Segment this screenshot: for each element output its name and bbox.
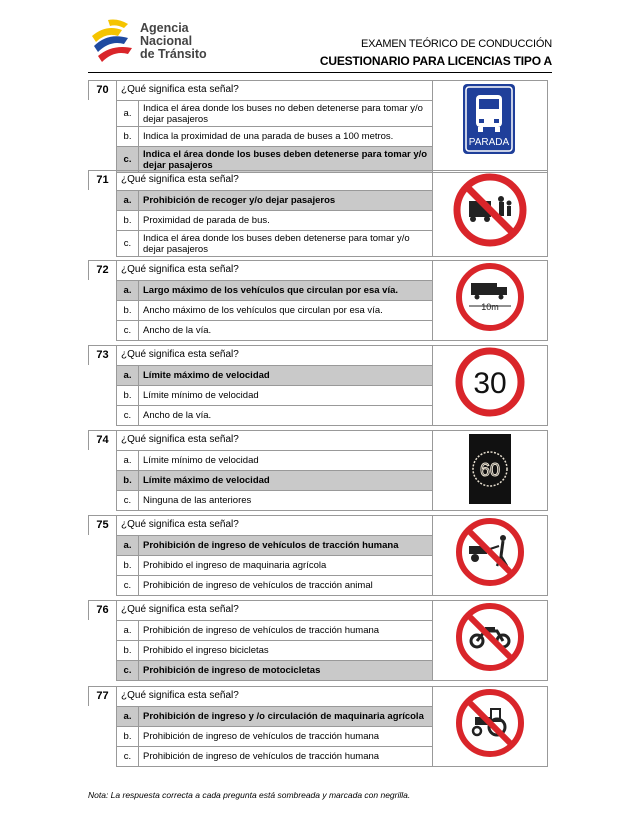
question-75 (88, 515, 548, 591)
question-text: ¿Qué significa esta señal? (121, 174, 239, 185)
footnote: Nota: La respuesta correcta a cada pregunta está sombreada y marcada con negrilla. (88, 790, 411, 800)
sign-label: 30 (473, 367, 507, 400)
question-number: 71 (89, 171, 117, 190)
question-text: ¿Qué significa esta señal? (121, 434, 239, 445)
question-number: 77 (89, 687, 117, 706)
option-c[interactable]: c. Indica el área donde los buses deben detenerse para tomar y/o dejar pasajeros (117, 146, 433, 172)
question-number: 74 (89, 431, 117, 450)
sign-box (432, 345, 548, 426)
no-handcart-sign-icon (433, 516, 547, 595)
question-text: ¿Qué significa esta señal? (121, 690, 239, 701)
question-number: 75 (89, 516, 117, 535)
option-a[interactable]: a. Límite máximo de velocidad (117, 365, 433, 385)
question-number: 72 (89, 261, 117, 280)
speed-limit-sign-icon (433, 346, 547, 425)
option-b[interactable]: b. Límite mínimo de velocidad (117, 385, 433, 405)
option-c[interactable]: c. Prohibición de ingreso de motocicletas (117, 660, 433, 680)
option-b[interactable]: b. Prohibido el ingreso de maquinaria agrícola (117, 555, 433, 575)
agency-logo-icon (88, 16, 138, 64)
option-b[interactable]: b. Prohibido el ingreso bicicletas (117, 640, 433, 660)
max-length-sign-icon (433, 261, 547, 340)
no-tractor-sign-icon (433, 687, 547, 766)
option-c[interactable]: c. Indica el área donde los buses deben detenerse para tomar y/o dejar pasajeros (117, 230, 433, 256)
agency-name-line3: de Tránsito (140, 47, 207, 61)
sign-box (432, 430, 548, 511)
sign-label: PARADA (468, 137, 510, 148)
question-76 (88, 600, 548, 676)
question-text: ¿Qué significa esta señal? (121, 519, 239, 530)
question-text: ¿Qué significa esta señal? (121, 349, 239, 360)
option-a[interactable]: a. Prohibición de ingreso y /o circulación de maquinaria agrícola (117, 706, 433, 726)
option-c[interactable]: c. Prohibición de ingreso de vehículos de tracción humana (117, 746, 433, 766)
sign-box (432, 170, 548, 257)
option-a[interactable]: a. Límite mínimo de velocidad (117, 450, 433, 470)
option-b[interactable]: b. Prohibición de ingreso de vehículos de tracción humana (117, 726, 433, 746)
option-b[interactable]: b. Proximidad de parada de bus. (117, 210, 433, 230)
option-a[interactable]: a. Largo máximo de los vehículos que circulan por esa vía. (117, 280, 433, 300)
exam-subtitle: CUESTIONARIO PARA LICENCIAS TIPO A (319, 54, 552, 68)
electronic-speed-sign-icon (433, 431, 547, 510)
agency-name-line2: Nacional (140, 34, 193, 48)
option-b[interactable]: b. Límite máximo de velocidad (117, 470, 433, 490)
question-text: ¿Qué significa esta señal? (121, 264, 239, 275)
option-a[interactable]: a. Prohibición de recoger y/o dejar pasajeros (117, 190, 433, 210)
option-b[interactable]: b. Indica la proximidad de una parada de buses a 100 metros. (117, 126, 433, 146)
option-a[interactable]: a. Prohibición de ingreso de vehículos de tracción humana (117, 620, 433, 640)
agency-logo (88, 16, 218, 64)
question-71 (88, 170, 548, 255)
question-70 (88, 80, 548, 171)
option-c[interactable]: c. Ancho de la vía. (117, 320, 433, 340)
question-77 (88, 686, 548, 762)
question-text: ¿Qué significa esta señal? (121, 604, 239, 615)
question-74 (88, 430, 548, 506)
bus-stop-sign-icon (433, 81, 547, 172)
option-c[interactable]: c. Ninguna de las anteriores (117, 490, 433, 510)
question-number: 76 (89, 601, 117, 620)
sign-box (432, 80, 548, 173)
question-number: 73 (89, 346, 117, 365)
option-c[interactable]: c. Prohibición de ingreso de vehículos de tracción animal (117, 575, 433, 595)
no-bus-boarding-sign-icon (433, 171, 547, 256)
sign-box (432, 600, 548, 681)
option-b[interactable]: b. Ancho máximo de los vehículos que circulan por esa vía. (117, 300, 433, 320)
no-motorcycle-sign-icon (433, 601, 547, 680)
question-text: ¿Qué significa esta señal? (121, 84, 239, 95)
option-a[interactable]: a. Prohibición de ingreso de vehículos de tracción humana (117, 535, 433, 555)
exam-title: EXAMEN TEÓRICO DE CONDUCCIÓN (361, 38, 552, 50)
sign-box (432, 260, 548, 341)
question-73 (88, 345, 548, 421)
header-divider (88, 72, 552, 73)
question-number: 70 (89, 81, 117, 100)
question-72 (88, 260, 548, 336)
option-a[interactable]: a. Indica el área donde los buses no deben detenerse para tomar y/o dejar pasajeros (117, 100, 433, 126)
agency-name-line1: Agencia (140, 21, 189, 35)
sign-label: 60 (479, 460, 501, 480)
sign-label: 10m (481, 302, 499, 312)
sign-box (432, 515, 548, 596)
sign-box (432, 686, 548, 767)
option-c[interactable]: c. Ancho de la vía. (117, 405, 433, 425)
